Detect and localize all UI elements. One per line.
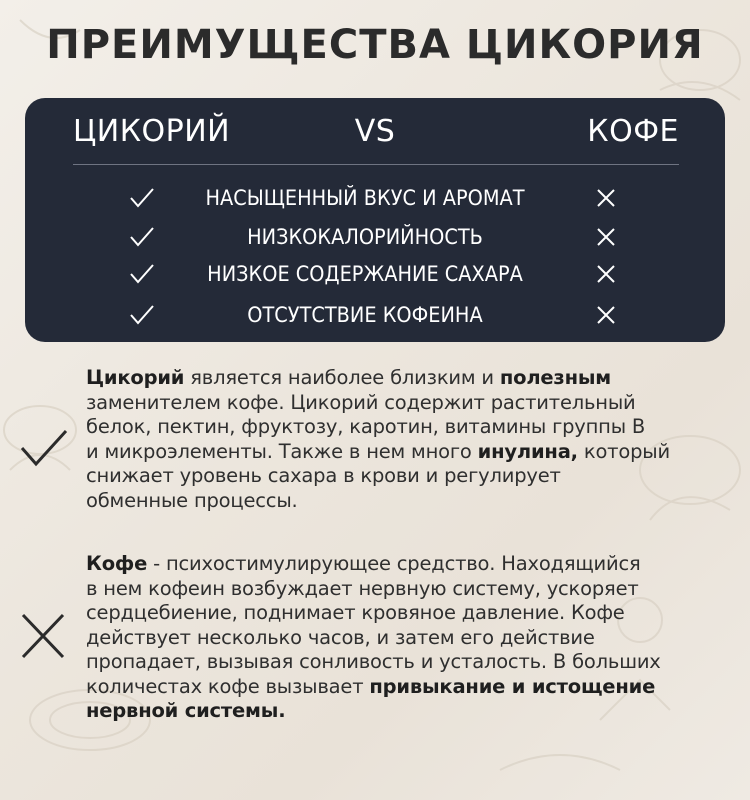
- comparison-row-label: ОТСУТСТВИЕ КОФЕИНА: [247, 303, 483, 327]
- text-segment: в нем кофеин возбуждает нервную систему, ускоряет: [86, 576, 639, 600]
- text-segment: количестах кофе вызывает: [86, 674, 370, 698]
- text-segment: является наиболее близким и: [184, 366, 500, 389]
- coffee-header: КОФЕ: [587, 114, 679, 149]
- bold-text: полезным: [499, 366, 612, 389]
- bold-text: привыкание и истощение: [369, 674, 656, 698]
- comparison-row: [25, 255, 725, 293]
- vs-header: VS: [354, 114, 396, 149]
- text-line: [86, 391, 726, 416]
- coffee-description: [86, 552, 726, 724]
- check-icon: [129, 187, 155, 209]
- check-icon: [129, 263, 155, 285]
- text-line: [86, 699, 726, 724]
- text-line: [86, 415, 726, 440]
- text-segment: пропадает, вызывая сонливость и усталость. В больших: [86, 650, 661, 673]
- cross-icon: [595, 304, 617, 326]
- text-segment: который: [577, 439, 670, 463]
- bold-text: Кофе: [86, 552, 148, 575]
- text-segment: сердцебиение, поднимает кровяное давление. Кофе: [86, 601, 625, 624]
- check-icon: [129, 226, 155, 248]
- text-segment: действует несколько часов, и затем его действие: [86, 625, 595, 649]
- text-line: [86, 464, 726, 489]
- text-segment: белок, пектин, фруктозу, каротин, витамины группы В: [86, 415, 646, 438]
- text-line: [86, 366, 726, 391]
- comparison-row-label: НИЗКОЕ СОДЕРЖАНИЕ САХАРА: [207, 262, 523, 286]
- page-title: ПРЕИМУЩЕСТВА ЦИКОРИЯ: [46, 22, 704, 68]
- text-line: [86, 440, 726, 465]
- comparison-panel: [25, 98, 725, 342]
- bold-text: нервной системы.: [86, 699, 286, 722]
- chicory-description: [86, 366, 726, 513]
- cross-icon: [595, 263, 617, 285]
- text-line: [86, 577, 726, 602]
- text-line: [86, 489, 726, 514]
- check-icon: [20, 428, 68, 468]
- header-divider: [73, 164, 679, 165]
- comparison-row-label: НАСЫЩЕННЫЙ ВКУС И АРОМАТ: [205, 186, 525, 210]
- text-line: [86, 552, 726, 577]
- cross-icon: [595, 187, 617, 209]
- cross-icon: [595, 226, 617, 248]
- text-segment: обменные процессы.: [86, 488, 298, 512]
- comparison-row: [25, 218, 725, 256]
- bold-text: инулина,: [477, 439, 578, 463]
- text-line: [86, 650, 726, 675]
- text-segment: заменителем кофе. Цикорий содержит растительный: [86, 390, 636, 414]
- text-line: [86, 601, 726, 626]
- comparison-row: [25, 179, 725, 217]
- text-segment: - психостимулирующее средство. Находящийся: [147, 552, 641, 575]
- text-line: [86, 626, 726, 651]
- chicory-header: ЦИКОРИЙ: [73, 114, 231, 149]
- bold-text: Цикорий: [86, 366, 185, 389]
- text-segment: снижает уровень сахара в крови и регулирует: [86, 464, 561, 487]
- comparison-row: [25, 296, 725, 334]
- comparison-row-label: НИЗКОКАЛОРИЙНОСТЬ: [247, 225, 483, 249]
- cross-icon: [20, 612, 66, 660]
- check-icon: [129, 304, 155, 326]
- text-segment: и микроэлементы. Также в нем много: [86, 439, 478, 463]
- text-line: [86, 675, 726, 700]
